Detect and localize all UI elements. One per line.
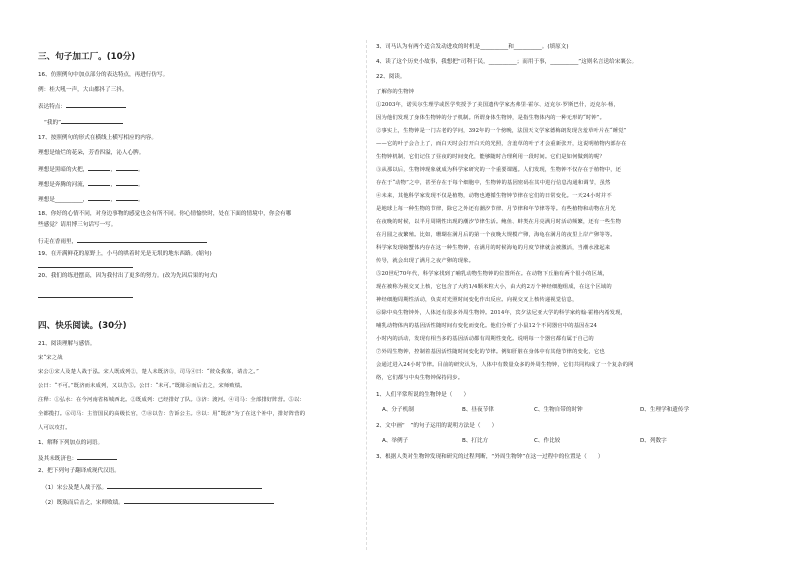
article-line-4: ——它的叶子会合上了，而白天时会打开白天的光照，含羞草的叶子才会重新张开，这说明植物内部存在 — [376, 141, 627, 147]
q17-text: 17、按照例句的形式在横线上横写相应的内容。 — [38, 135, 157, 141]
article-line-19: 小时内的活动，发现有相当多的基因活动都有周期性变化。说明每一个器官都有属于自己的 — [376, 336, 594, 342]
article-line-20: ⑦外周生物钟，控制着基因活性随时间变化的节律。例如肝脏在身体中有其他节律的变化，它也 — [376, 349, 605, 355]
q17-blank-3[interactable] — [88, 180, 110, 186]
mc2-option-a[interactable]: A、举例子 — [382, 438, 409, 444]
q18-prompt: 行走在香雨里， — [38, 237, 207, 246]
q21-2-text: 2、把下列句子翻译成现代汉语。 — [38, 468, 120, 474]
article-line-6: ③从那以后，生物钟现象就成为科学家研究的一个重要课题。人们发现，生物钟不仅存在于植物中，还 — [376, 167, 622, 173]
q16-write-line: “我的” — [44, 118, 123, 127]
q21-1-blank[interactable] — [77, 454, 117, 460]
q17-line-1: 理想是黑暗的火把， ， 。 — [38, 167, 144, 173]
article-line-8: ④未来，其他科学家发现不仅是植物，动物也遵循生物钟节律在它们的日常变化。一天24小时并不 — [376, 193, 612, 199]
q22-text: 22、阅读。 — [376, 74, 406, 80]
q21-2b-blank[interactable] — [124, 498, 274, 504]
article-line-3: ②事实上，生物钟是一门古老的学问，392年的一个傍晚，法国天文学家德梅朗发现含羞草叶片在“睡觉” — [376, 128, 627, 134]
article-line-22: 络，它们都与中央生物钟保持同步。 — [376, 375, 464, 381]
mc2-question: 2、文中画“ ”的句子运用的说明方法是（ ） — [376, 423, 498, 429]
q17-blank-2[interactable] — [116, 165, 138, 171]
mc2-option-c[interactable]: C、作比较 — [534, 438, 561, 444]
mc1-option-c[interactable]: C、生物自带的时钟 — [534, 407, 583, 413]
q4-text: 4、读了这个历史小故事，我想把“司利于民，__________；而用于事，__________”这则名言送给宋襄公。 — [376, 59, 638, 65]
article-line-16: 神经细胞周期性活动，负责对光照时间变化作出反应。向视交叉上核传递视觉信息， — [376, 297, 578, 303]
poem-title: 宋“宋之战 — [38, 355, 63, 361]
q16-feature-blank[interactable] — [66, 102, 126, 108]
q18-text-2: 些感觉？请用博三句话写一写。 — [38, 222, 117, 228]
article-line-15: 现在被称为视交叉上核，它包含了大约1/4颗米粒大小，由大约2万个神经细胞组成，在这个区域的 — [376, 284, 612, 290]
article-line-12: 科学家发现螃蟹体内存在这一种生物钟，在满月的时候海龟的月度节律就会被激活，当潮水涨起来 — [376, 245, 611, 251]
q16-example: 例：桂大吼一声，大山都抖了三抖。 — [38, 87, 128, 93]
mc1-option-a[interactable]: A、分子机制 — [382, 407, 414, 413]
q19-text: 19、在开满鲜花的原野上，小马的哄着时光是无垠的地东西路。(缩句) — [38, 251, 212, 257]
poem-line-2: 公曰：“不可。”既济而未成列，又以告⑤。公曰：“未可。”既陈⑥而后击之，宋师败绩。 — [38, 383, 246, 389]
article-line-17: ⑥除中央生物钟外，人体还有很多外周生物钟。2014年，宾夕法尼亚大学的科学家约翰·霍格内希发现， — [376, 310, 627, 316]
article-line-10: 在夜晚的时候，以半月周期性出现的潮汐节律生活。鲍鱼、蚌类在月亮满月时活动频繁，还有一些生物 — [376, 219, 622, 225]
article-title: 了解你的生物钟 — [376, 89, 415, 95]
q21-1-item: 及其未既济也： — [38, 454, 117, 463]
q21-2-b: （2）既陈而后击之，宋师败绩。 — [42, 498, 274, 507]
article-line-13: 传导，就会出现了满月之夜产卵的现象。 — [376, 258, 475, 264]
note-line-3: 人可以攻打。 — [38, 425, 71, 431]
article-line-9: 是地球上每一种生物的节律，除它之外还有潮汐节律、月节律和年节律等等。有些植物和动物在月光 — [376, 206, 616, 212]
section-3-title: 三、句子加工厂。(10分) — [38, 52, 136, 62]
q16-write-blank[interactable] — [61, 118, 123, 124]
article-line-1: ①2003年，诺贝尔生理学或医学奖授予了美国遗传学家杰弗里·霍尔、迈克尔·罗斯巴什，迈克尔·杨， — [376, 102, 619, 108]
q21-text: 21、阅读理解与感悟。 — [38, 341, 96, 347]
q17-blank-1[interactable] — [88, 165, 110, 171]
q17-line-2: 理想是奔腾的河流， ， 。 — [38, 182, 144, 188]
q21-2-a: （1）宋公及楚人战于泓。 — [42, 483, 262, 492]
q17-blank-4[interactable] — [116, 180, 138, 186]
mc2-options — [382, 438, 667, 445]
q16-text: 16、仿照例句中加点部分的表达特点，再进行仿写。 — [38, 72, 169, 78]
q21-1-text: 1、解释下列加点的词语。 — [38, 440, 104, 446]
mc3-question: 3、根据人类对生物钟发现和研究的过程判断，“外周生物钟”在这一过程中的位置是（ ） — [376, 454, 604, 460]
article-line-7: 存在于“动物”之中，甚至存在于每个细胞中，生物钟的基因密码在其中进行信息沟通和调节，虽然 — [376, 180, 611, 186]
q17-example: 理想是灿烂的花朵，芳香四溢，沁人心脾。 — [38, 150, 145, 156]
article-line-18: 哺乳动物体内的基因活性随时间有变化而变化。他们分析了小鼠12个不同器官中的基因在24 — [376, 323, 598, 329]
mc2-option-d[interactable]: D、列数字 — [640, 438, 667, 444]
article-line-21: 会通过进入24小时节律。目前的研究认为，人体中有数量众多的外周生物钟，它们共同构成了一个复杂的网 — [376, 362, 634, 368]
mc2-option-b[interactable]: B、打比方 — [462, 438, 489, 444]
mc1-question: 1、人们平常所说的生物钟是（ ） — [376, 392, 470, 398]
mc1-option-b[interactable]: B、昼夜节律 — [462, 407, 494, 413]
article-line-2: 因为他们发现了身体生物钟的分子机制。所谓身体生物钟，是指生物体内的一种无形的“时钟”。 — [376, 115, 606, 121]
q19-answer-line[interactable] — [38, 267, 133, 268]
q17-blank-6[interactable] — [116, 195, 138, 201]
q17-blank-5[interactable] — [88, 195, 110, 201]
q17-line-3: 理想是__________， ， 。 — [38, 197, 144, 203]
q18-text: 18、你好的心情不同，对身边事物的感觉也会有所不同。你心情愉快时，处在下面的情境中，你会有哪 — [38, 211, 292, 217]
q21-2a-blank[interactable] — [107, 483, 262, 489]
article-line-14: ⑤20世纪70年代，科学家找到了哺乳动物生物钟的位置所在。在动物下丘脑有两个很小的区域， — [376, 271, 608, 277]
article-line-11: 在月圆之夜繁殖。比如，珊瑚在满月后的第一个夜晚大规模产卵，海龟在满月的夜里上岸产卵等等。 — [376, 232, 616, 238]
q18-answer-blank[interactable] — [77, 237, 207, 243]
mc1-options — [382, 407, 689, 414]
section-4-title: 四、快乐阅读。(30分) — [38, 321, 127, 331]
mc1-option-d[interactable]: D、生理学和遗传学 — [640, 407, 690, 413]
q20-answer-line[interactable] — [38, 297, 133, 298]
article-line-5: 生物钟机制，它们记住了昼夜的时间变化，能够随时合理利用一段时间。它们是如何做到的呢？ — [376, 154, 605, 160]
note-line-1: 注释：①弘水：在今河南省柘城西北。②既成列：已经排好了队。③济：渡河。④司马：全部排好阵营。⑤以： — [38, 397, 305, 403]
note-line-2: 全都揽打。⑥司马：主管国民的高级长官，⑦⑧以告：告诉公主。⑨以：用“既济”为了在这个补中，排好阵营的 — [38, 411, 306, 417]
column-divider — [366, 40, 367, 550]
poem-line-1: 宋公①宋人及楚人战于泓。宋人既成列②，楚人未既济③，司马④曰：“彼众我寡，请击之。” — [38, 369, 259, 375]
q16-feature-label: 表达特点： — [38, 102, 126, 111]
q3-text: 3、司马认为有两个适合发动进攻的时机是__________和__________。(填原文) — [376, 44, 569, 50]
q20-text: 20、我们的练进摆高，因为我付出了更多的努力。(改为先因后果的句式) — [38, 273, 218, 279]
